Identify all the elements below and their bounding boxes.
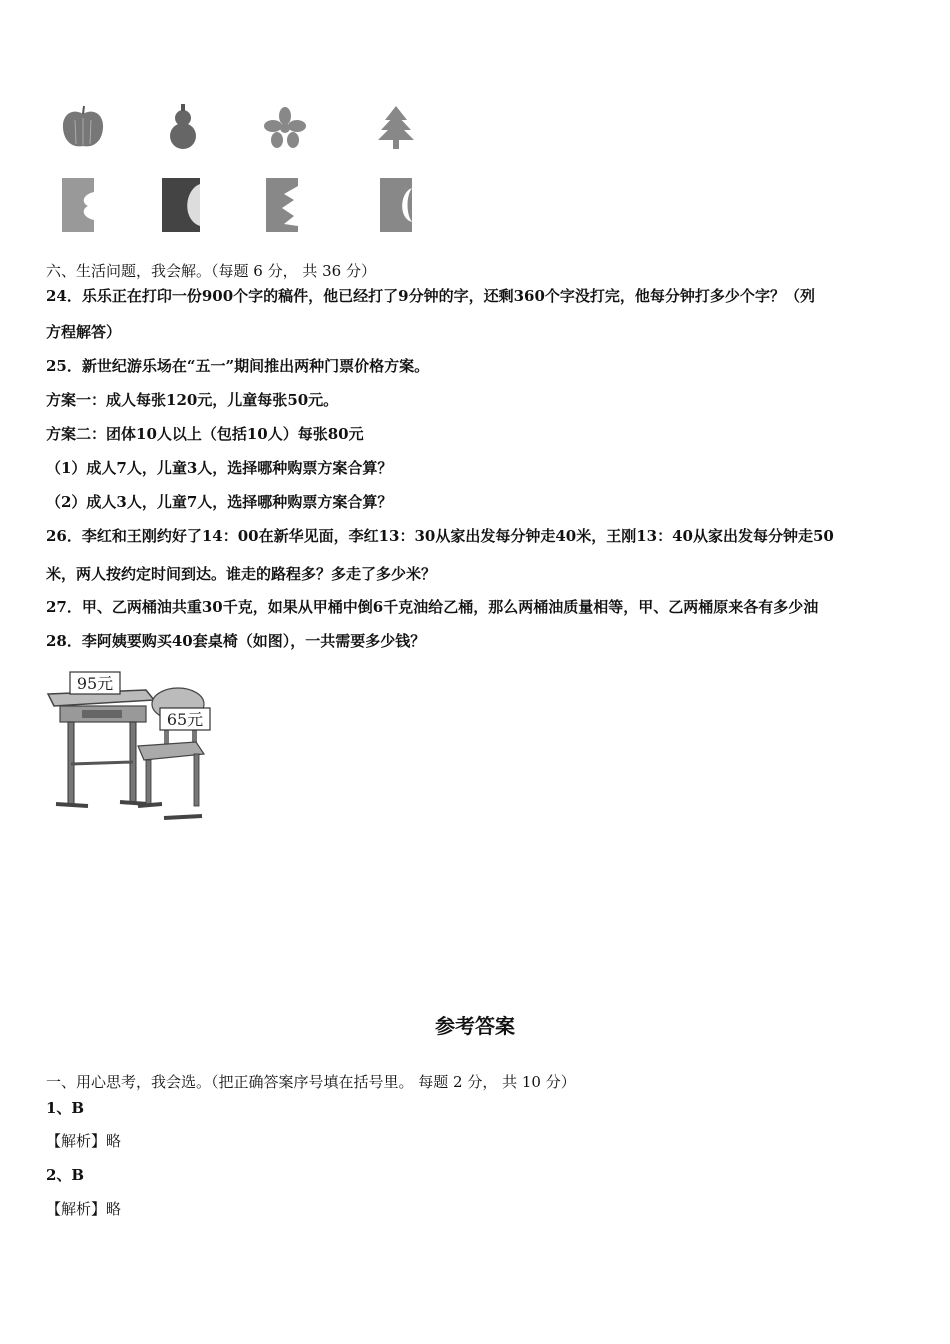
- question-28: 28．李阿姨要购买40套桌椅（如图），一共需要多少钱？: [46, 632, 426, 650]
- question-26-line1: 26．李红和王刚约好了14：00在新华见面，李红13：30从家出发每分钟走40米，王刚13：40从家出发每分钟走50: [46, 527, 834, 545]
- answer-2-analysis: 【解析】略: [46, 1200, 122, 1218]
- question-25-plan2: 方案二：团体10人以上（包括10人）每张80元: [46, 425, 364, 443]
- question-26-line2: 米，两人按约定时间到达。谁走的路程多？多走了多少米？: [46, 565, 437, 583]
- gourd-shape-image: [162, 104, 204, 150]
- chair-price-label: 65元: [166, 710, 204, 729]
- flower-shape-image: [262, 106, 308, 150]
- answer-2-number: 2、B: [46, 1166, 85, 1184]
- question-25-plan1: 方案一：成人每张120元，儿童每张50元。: [46, 391, 339, 409]
- answer-section-title: 参考答案: [435, 1014, 515, 1038]
- question-25-sub2: （2）成人3人，儿童7人，选择哪种购票方案合算？: [46, 493, 393, 511]
- desk-price-label: 95元: [76, 674, 114, 693]
- question-27: 27．甲、乙两桶油共重30千克，如果从甲桶中倒6千克油给乙桶，那么两桶油质量相等，甲、乙两桶原来各有多少油: [46, 598, 819, 616]
- chair-price-tag: [160, 708, 210, 730]
- tree-shape-image: [375, 104, 417, 150]
- question-24-line2: 方程解答）: [46, 323, 122, 341]
- card-with-moon-cutout: [380, 178, 420, 232]
- question-25-intro: 25．新世纪游乐场在“五一”期间推出两种门票价格方案。: [46, 357, 430, 375]
- desk-price-tag: [70, 672, 120, 694]
- card-with-flower-cutout: [62, 178, 102, 232]
- card-with-zigzag-cutout: [266, 178, 306, 232]
- card-with-arc-cutout: [162, 178, 204, 232]
- question-24-line1: 24．乐乐正在打印一份900个字的稿件，他已经打了9分钟的字，还剩360个字没打完，他每分钟打多少个字？（列: [46, 287, 815, 305]
- answer-1-number: 1、B: [46, 1099, 85, 1117]
- question-25-sub1: （1）成人7人，儿童3人，选择哪种购票方案合算？: [46, 459, 393, 477]
- section1-heading: 一、用心思考，我会选。（把正确答案序号填在括号里。 每题 2 分， 共 10 分）: [46, 1073, 576, 1091]
- apple-shape-image: [58, 104, 108, 150]
- desk-chair-illustration: [46, 666, 226, 826]
- answer-1-analysis: 【解析】略: [46, 1132, 122, 1150]
- section6-heading: 六、生活问题，我会解。（每题 6 分， 共 36 分）: [46, 262, 376, 280]
